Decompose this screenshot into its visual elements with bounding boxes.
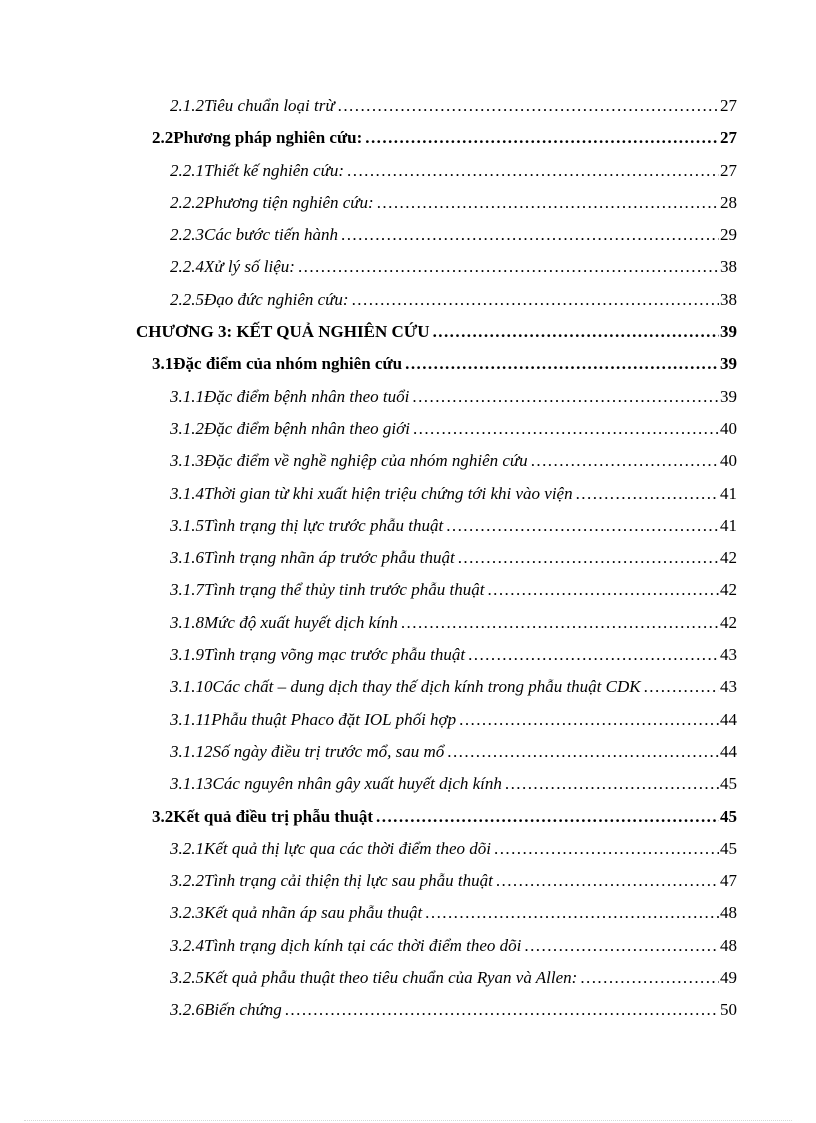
toc-page-number: 44 <box>720 741 737 761</box>
toc-entry-title: CHƯƠNG 3: KẾT QUẢ NGHIÊN CỨU <box>136 322 430 342</box>
toc-page-number: 48 <box>720 935 737 955</box>
toc-entry-number: 3.1.10 <box>170 677 213 697</box>
toc-entry-title: Đặc điểm bệnh nhân theo tuổi <box>204 386 410 406</box>
toc-entry-title: Phương pháp nghiên cứu: <box>173 128 363 148</box>
toc-entry-title: Các bước tiến hành <box>204 225 339 245</box>
toc-page-number: 49 <box>720 968 737 988</box>
toc-page-number: 40 <box>720 418 737 438</box>
toc-page-number: 47 <box>720 871 737 891</box>
toc-entry-title: Thời gian từ khi xuất hiện triệu chứng tới khi vào viện <box>204 483 573 503</box>
toc-page-number: 39 <box>720 322 737 342</box>
toc-subsection-entry[interactable] <box>136 90 737 122</box>
toc-dot-leader <box>531 445 719 477</box>
page-divider <box>24 1120 792 1121</box>
toc-subsection-entry[interactable] <box>136 413 737 445</box>
table-of-contents <box>136 90 737 1027</box>
toc-section-entry[interactable] <box>136 122 737 154</box>
toc-entry-title: Đạo đức nghiên cứu: <box>204 289 349 309</box>
toc-subsection-entry[interactable] <box>136 897 737 929</box>
toc-dot-leader <box>505 768 719 800</box>
toc-entry-number: 3.1 <box>152 354 174 374</box>
toc-entry-number: 3.1.5 <box>170 515 204 535</box>
toc-entry-title: Đặc điểm về nghề nghiệp của nhóm nghiên cứu <box>204 451 528 471</box>
toc-subsection-entry[interactable] <box>136 187 737 219</box>
toc-subsection-entry[interactable] <box>136 155 737 187</box>
toc-dot-leader <box>468 639 719 671</box>
toc-entry-title: Đặc điểm bệnh nhân theo giới <box>204 418 410 438</box>
toc-page-number: 44 <box>720 709 737 729</box>
toc-entry-title: Số ngày điều trị trước mổ, sau mổ <box>212 741 445 761</box>
toc-dot-leader <box>458 542 719 574</box>
toc-entry-number: 2.2.1 <box>170 160 204 180</box>
toc-page-number: 42 <box>720 548 737 568</box>
toc-entry-number: 3.1.7 <box>170 580 204 600</box>
toc-dot-leader <box>338 90 719 122</box>
toc-subsection-entry[interactable] <box>136 445 737 477</box>
toc-entry-number: 2.2.5 <box>170 289 204 309</box>
toc-entry-number: 3.1.2 <box>170 418 204 438</box>
toc-entry-title: Các nguyên nhân gây xuất huyết dịch kính <box>212 774 502 794</box>
toc-dot-leader <box>413 413 719 445</box>
toc-subsection-entry[interactable] <box>136 381 737 413</box>
toc-entry-number: 3.2.3 <box>170 903 204 923</box>
toc-entry-title: Kết quả nhãn áp sau phẫu thuật <box>204 903 423 923</box>
toc-page-number: 45 <box>720 838 737 858</box>
toc-dot-leader <box>298 251 719 283</box>
toc-dot-leader <box>405 348 719 380</box>
toc-dot-leader <box>494 833 719 865</box>
toc-section-entry[interactable] <box>136 801 737 833</box>
toc-entry-number: 3.1.3 <box>170 451 204 471</box>
toc-entry-title: Phương tiện nghiên cứu: <box>204 192 374 212</box>
toc-entry-number: 3.2.4 <box>170 935 204 955</box>
toc-subsection-entry[interactable] <box>136 510 737 542</box>
toc-page-number: 41 <box>720 483 737 503</box>
toc-page-number: 45 <box>720 774 737 794</box>
toc-page-number: 27 <box>720 96 737 115</box>
toc-dot-leader <box>285 994 719 1026</box>
toc-page-number: 50 <box>720 1000 737 1020</box>
toc-entry-title: Phẫu thuật Phaco đặt IOL phối hợp <box>211 709 457 729</box>
toc-subsection-entry[interactable] <box>136 994 737 1026</box>
toc-entry-number: 3.1.13 <box>170 774 213 794</box>
toc-entry-title: Tình trạng thị lực trước phẫu thuật <box>204 515 444 535</box>
toc-chapter-entry[interactable] <box>136 316 737 348</box>
toc-subsection-entry[interactable] <box>136 768 737 800</box>
toc-dot-leader <box>447 736 719 768</box>
toc-entry-title: Tiêu chuẩn loại trừ <box>204 96 335 115</box>
toc-entry-number: 2.2.4 <box>170 257 204 277</box>
toc-subsection-entry[interactable] <box>136 704 737 736</box>
toc-entry-title: Mức độ xuất huyết dịch kính <box>204 612 398 632</box>
toc-dot-leader <box>425 897 719 929</box>
toc-page-number: 42 <box>720 612 737 632</box>
toc-entry-title: Tình trạng dịch kính tại các thời điểm theo dõi <box>204 935 522 955</box>
toc-subsection-entry[interactable] <box>136 219 737 251</box>
toc-subsection-entry[interactable] <box>136 962 737 994</box>
toc-entry-number: 3.2 <box>152 806 174 826</box>
toc-dot-leader <box>487 574 719 606</box>
toc-entry-title: Tình trạng cải thiện thị lực sau phẫu thuật <box>204 871 493 891</box>
toc-dot-leader <box>644 671 719 703</box>
toc-subsection-entry[interactable] <box>136 478 737 510</box>
toc-page-number: 29 <box>720 225 737 245</box>
toc-dot-leader <box>459 704 719 736</box>
toc-entry-number: 3.1.11 <box>170 709 212 729</box>
toc-subsection-entry[interactable] <box>136 930 737 962</box>
toc-entry-number: 3.2.6 <box>170 1000 204 1020</box>
toc-subsection-entry[interactable] <box>136 607 737 639</box>
toc-dot-leader <box>377 187 719 219</box>
toc-dot-leader <box>433 316 719 348</box>
toc-dot-leader <box>496 865 719 897</box>
toc-entry-number: 3.1.1 <box>170 386 204 406</box>
toc-entry-title: Tình trạng nhãn áp trước phẫu thuật <box>204 548 455 568</box>
toc-entry-title: Tình trạng võng mạc trước phẫu thuật <box>204 645 466 665</box>
toc-dot-leader <box>576 478 719 510</box>
toc-entry-number: 3.2.1 <box>170 838 204 858</box>
toc-page-number: 39 <box>720 386 737 406</box>
toc-page-number: 45 <box>720 806 737 826</box>
toc-entry-number: 3.1.12 <box>170 741 213 761</box>
toc-subsection-entry[interactable] <box>136 251 737 283</box>
toc-page-number: 43 <box>720 645 737 665</box>
toc-dot-leader <box>365 122 719 154</box>
toc-section-entry[interactable] <box>136 348 737 380</box>
toc-page-number: 27 <box>720 128 737 148</box>
toc-dot-leader <box>446 510 719 542</box>
toc-dot-leader <box>347 155 719 187</box>
toc-page-number: 38 <box>720 257 737 277</box>
toc-subsection-entry[interactable] <box>136 542 737 574</box>
toc-entry-number: 2.1.2 <box>170 96 204 115</box>
toc-subsection-entry[interactable] <box>136 284 737 316</box>
toc-entry-title: Kết quả thị lực qua các thời điểm theo dõi <box>204 838 491 858</box>
toc-page-number: 42 <box>720 580 737 600</box>
toc-subsection-entry[interactable] <box>136 865 737 897</box>
toc-dot-leader <box>352 284 719 316</box>
toc-page-number: 48 <box>720 903 737 923</box>
toc-entry-number: 3.1.9 <box>170 645 204 665</box>
toc-entry-title: Tình trạng thể thủy tinh trước phẫu thuật <box>204 580 485 600</box>
toc-entry-title: Thiết kế nghiên cứu: <box>204 160 345 180</box>
toc-entry-title: Đặc điểm của nhóm nghiên cứu <box>173 354 403 374</box>
toc-entry-title: Kết quả điều trị phẫu thuật <box>173 806 374 826</box>
toc-page-number: 38 <box>720 289 737 309</box>
toc-entry-title: Biến chứng <box>204 1000 282 1020</box>
toc-dot-leader <box>580 962 719 994</box>
toc-dot-leader <box>412 381 719 413</box>
toc-page-number: 27 <box>720 160 737 180</box>
toc-entry-number: 2.2 <box>152 128 174 148</box>
toc-page-number: 43 <box>720 677 737 697</box>
toc-entry-number: 3.1.8 <box>170 612 204 632</box>
toc-entry-title: Kết quả phẫu thuật theo tiêu chuẩn của Ryan và Allen: <box>204 968 578 988</box>
toc-entry-number: 2.2.3 <box>170 225 204 245</box>
toc-dot-leader <box>401 607 719 639</box>
toc-dot-leader <box>341 219 719 251</box>
toc-entry-number: 3.1.4 <box>170 483 204 503</box>
toc-entry-title: Các chất – dung dịch thay thế dịch kính trong phẫu thuật CDK <box>212 677 641 697</box>
toc-subsection-entry[interactable] <box>136 639 737 671</box>
toc-dot-leader <box>376 801 719 833</box>
toc-subsection-entry[interactable] <box>136 671 737 703</box>
toc-subsection-entry[interactable] <box>136 736 737 768</box>
toc-entry-title: Xử lý số liệu: <box>204 257 295 277</box>
toc-subsection-entry[interactable] <box>136 833 737 865</box>
toc-page-number: 40 <box>720 451 737 471</box>
toc-entry-number: 2.2.2 <box>170 192 204 212</box>
toc-dot-leader <box>524 930 719 962</box>
toc-entry-number: 3.2.2 <box>170 871 204 891</box>
toc-page-number: 28 <box>720 192 737 212</box>
toc-entry-number: 3.1.6 <box>170 548 204 568</box>
toc-entry-number: 3.2.5 <box>170 968 204 988</box>
toc-page-number: 39 <box>720 354 737 374</box>
toc-subsection-entry[interactable] <box>136 574 737 606</box>
toc-page-number: 41 <box>720 515 737 535</box>
